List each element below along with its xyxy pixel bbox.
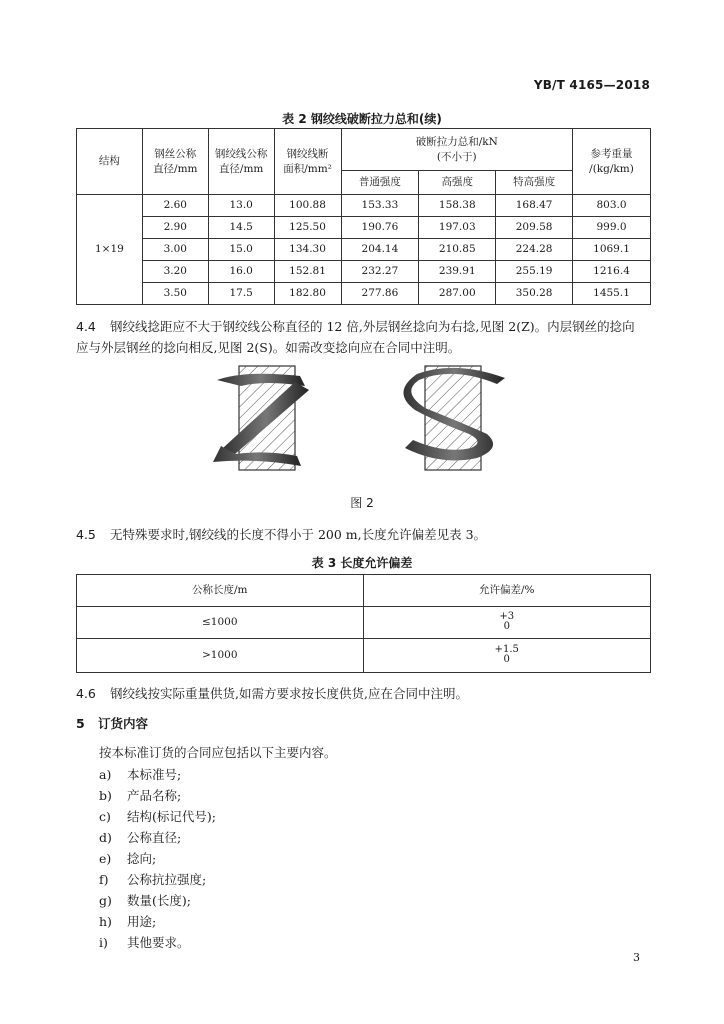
table-cell: 13.0	[208, 195, 274, 217]
strand-twist-illustration	[205, 362, 520, 474]
list-item	[99, 933, 190, 951]
table-cell: 350.28	[496, 283, 573, 305]
clause-4-6	[76, 683, 656, 704]
z-strand-figure	[213, 366, 309, 470]
list-item	[99, 870, 206, 888]
list-label: h)	[99, 914, 112, 929]
list-text: 结构(标记代号);	[127, 809, 216, 824]
table-cell: 2.60	[142, 195, 208, 217]
tolerance-lower: 0	[503, 620, 510, 632]
clause-number: 4.6	[76, 686, 96, 701]
table-cell: 287.00	[419, 283, 496, 305]
tolerance-lower: 0	[503, 653, 510, 665]
table2-caption: 表 2 钢绞线破断拉力总和(续)	[282, 112, 442, 126]
list-text: 产品名称;	[127, 788, 182, 803]
list-text: 数量(长度);	[127, 893, 191, 908]
clause-text: 钢绞线捻距应不大于钢绞线公称直径的 12 倍,外层钢丝捻向为右捻,见图 2(Z)。内层钢丝的捻向	[110, 319, 635, 334]
table-cell: 232.27	[341, 261, 419, 283]
list-text: 其他要求。	[127, 935, 190, 950]
list-label: a)	[99, 767, 112, 782]
table-cell: 255.19	[496, 261, 573, 283]
structure-value: 1×19	[77, 195, 143, 305]
table-cell: 3.20	[142, 261, 208, 283]
table-cell: 153.33	[341, 195, 419, 217]
s-strand-figure	[403, 366, 505, 470]
table-cell: 3.50	[142, 283, 208, 305]
table-cell: 197.03	[419, 217, 496, 239]
list-item	[99, 807, 216, 825]
tolerance-value	[363, 607, 651, 639]
figure2-caption: 图 2	[350, 496, 374, 510]
section5-intro: 按本标准订货的合同应包括以下主要内容。	[99, 745, 337, 760]
table-cell: 182.80	[274, 283, 341, 305]
table3-caption: 表 3 长度允许偏差	[311, 556, 413, 570]
table-row	[77, 639, 651, 673]
list-text: 捻向;	[127, 851, 157, 866]
table2	[76, 128, 651, 305]
table-cell: 158.38	[419, 195, 496, 217]
table-row	[77, 261, 651, 283]
clause-text: 钢绞线按实际重量供货,如需方要求按长度供货,应在合同中注明。	[110, 686, 468, 701]
table-cell: 3.00	[142, 239, 208, 261]
list-text: 用途;	[127, 914, 157, 929]
table-cell: 168.47	[496, 195, 573, 217]
table-cell: 803.0	[573, 195, 651, 217]
list-item	[99, 912, 156, 930]
list-item	[99, 828, 181, 846]
header-wire-diameter: 钢丝公称 直径/mm	[142, 129, 208, 195]
table-cell: 125.50	[274, 217, 341, 239]
list-text: 本标准号;	[127, 767, 182, 782]
table-cell: 14.5	[208, 217, 274, 239]
table-row	[77, 239, 651, 261]
standard-code: YB/T 4165—2018	[533, 78, 650, 92]
tolerance-upper: +1.5	[494, 643, 519, 655]
tolerance-value	[363, 639, 651, 673]
table-cell: 209.58	[496, 217, 573, 239]
list-text: 公称直径;	[127, 830, 182, 845]
table-cell: 17.5	[208, 283, 274, 305]
section-number: 5	[76, 716, 85, 731]
length-value: >1000	[77, 639, 364, 673]
table-cell: 204.14	[341, 239, 419, 261]
header-strand-diameter: 钢绞线公称 直径/mm	[208, 129, 274, 195]
table-row	[77, 195, 651, 217]
header-area: 钢绞线断 面积/mm²	[274, 129, 341, 195]
clause-number: 4.5	[76, 527, 96, 542]
clause-4-4	[76, 316, 656, 358]
length-value: ≤1000	[77, 607, 364, 639]
header-high: 高强度	[419, 171, 496, 195]
table-cell: 210.85	[419, 239, 496, 261]
list-label: g)	[99, 893, 112, 908]
table3	[76, 574, 651, 673]
table-cell: 277.86	[341, 283, 419, 305]
table-cell: 1069.1	[573, 239, 651, 261]
table-cell: 100.88	[274, 195, 341, 217]
list-item	[99, 849, 156, 867]
table-cell: 224.28	[496, 239, 573, 261]
section5-heading	[76, 713, 148, 732]
clause-text: 应与外层钢丝的捻向相反,见图 2(S)。如需改变捻向应在合同中注明。	[76, 340, 461, 355]
header-weight: 参考重量 /(kg/km)	[573, 129, 651, 195]
header-extra-high: 特高强度	[496, 171, 573, 195]
table-cell: 2.90	[142, 217, 208, 239]
list-label: d)	[99, 830, 112, 845]
table-cell: 16.0	[208, 261, 274, 283]
table-row	[77, 607, 651, 639]
header-normal: 普通强度	[341, 171, 419, 195]
header-tolerance: 允许偏差/%	[363, 575, 651, 607]
list-item	[99, 891, 191, 909]
list-item	[99, 765, 181, 783]
list-label: e)	[99, 851, 112, 866]
table-row	[77, 283, 651, 305]
section-title: 订货内容	[98, 716, 149, 731]
page-number: 3	[633, 951, 640, 964]
table-cell: 1455.1	[573, 283, 651, 305]
table-cell: 15.0	[208, 239, 274, 261]
list-item	[99, 786, 181, 804]
list-label: f)	[99, 872, 109, 887]
table-cell: 152.81	[274, 261, 341, 283]
list-label: i)	[99, 935, 108, 950]
figure2	[205, 362, 520, 474]
table-row	[77, 217, 651, 239]
table-cell: 134.30	[274, 239, 341, 261]
table-cell: 999.0	[573, 217, 651, 239]
header-breaking-force: 破断拉力总和/kN (不小于)	[341, 129, 573, 171]
header-structure: 结构	[77, 129, 143, 195]
header-length: 公称长度/m	[77, 575, 364, 607]
clause-number: 4.4	[76, 319, 96, 334]
tolerance-upper: +3	[499, 610, 515, 622]
table-cell: 239.91	[419, 261, 496, 283]
list-label: b)	[99, 788, 112, 803]
clause-text: 无特殊要求时,钢绞线的长度不得小于 200 m,长度允许偏差见表 3。	[110, 527, 487, 542]
table-cell: 190.76	[341, 217, 419, 239]
table-cell: 1216.4	[573, 261, 651, 283]
list-text: 公称抗拉强度;	[127, 872, 207, 887]
list-label: c)	[99, 809, 111, 824]
clause-4-5	[76, 524, 656, 545]
